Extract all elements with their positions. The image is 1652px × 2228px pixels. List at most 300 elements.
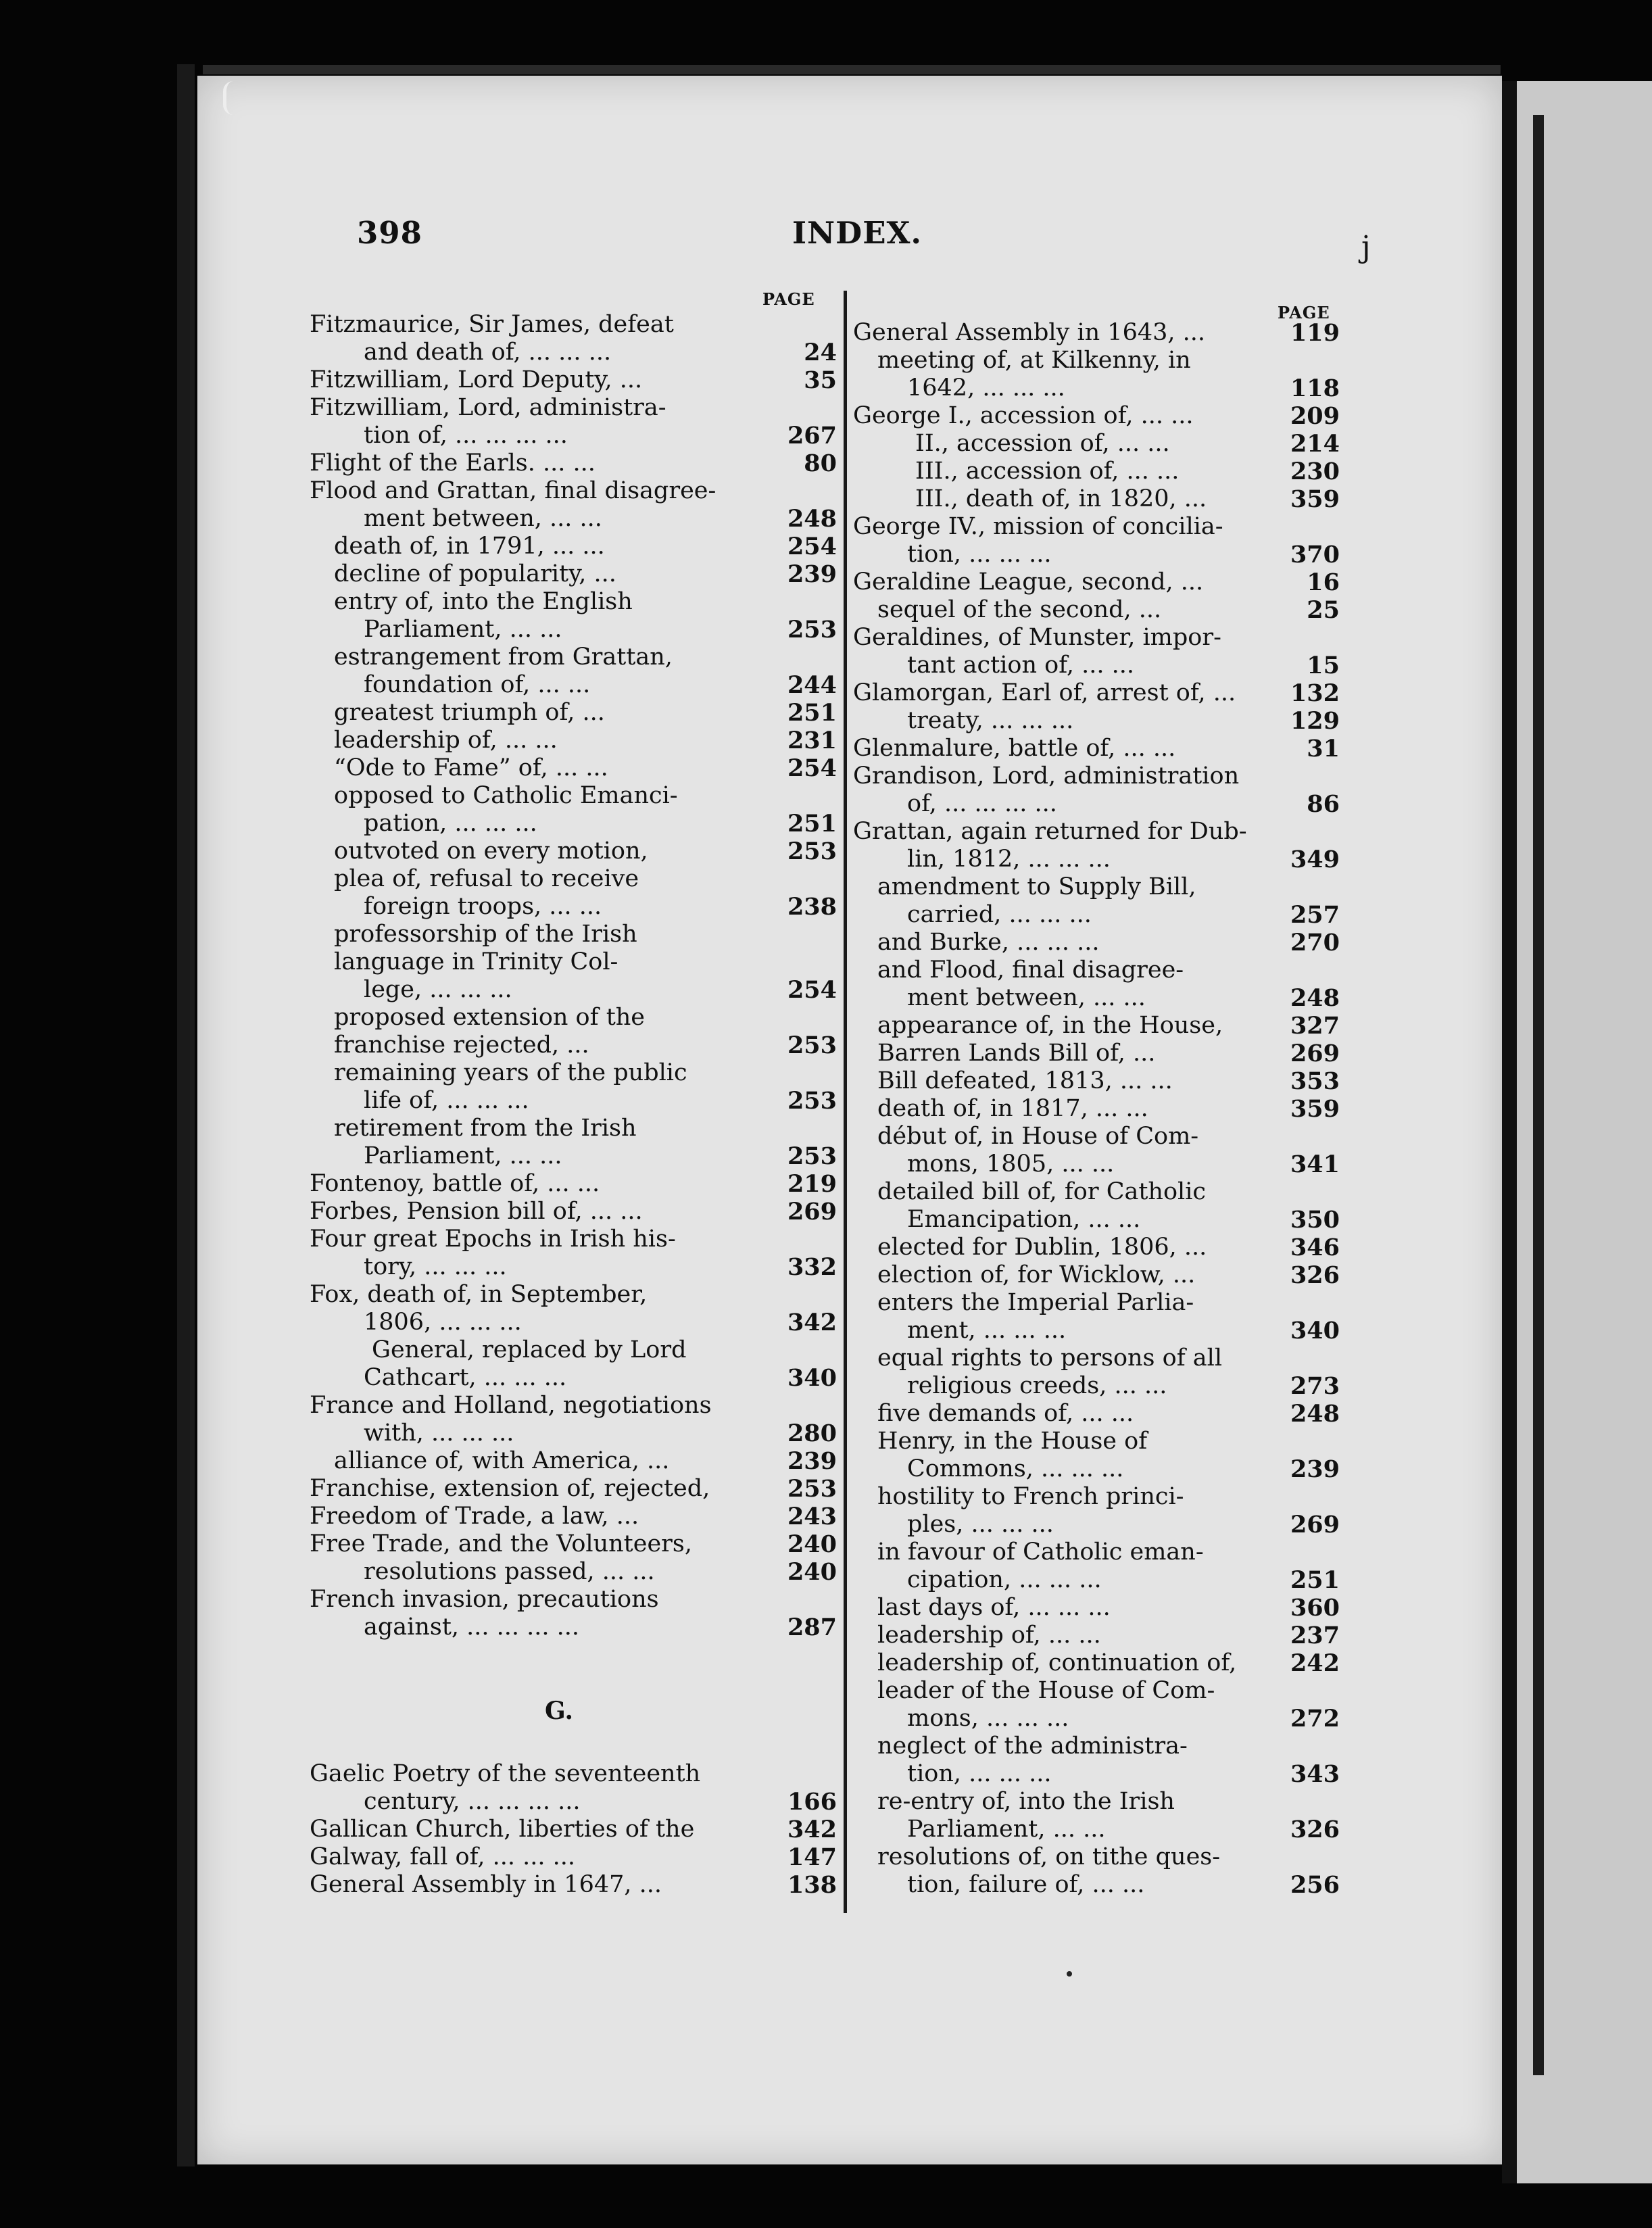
index-entry-text: foreign troops, ... ...: [364, 893, 602, 920]
index-entry: [310, 560, 837, 588]
index-entry-text: proposed extension of the: [334, 1004, 646, 1031]
index-entry: [853, 1289, 1340, 1317]
index-entry: [853, 319, 1340, 347]
index-entry-text: entry of, into the English: [334, 588, 633, 615]
index-entry: [853, 1372, 1340, 1400]
index-entry-text: religious creeds, ... ...: [907, 1372, 1167, 1399]
index-entry: [310, 1059, 837, 1087]
index-entry-text: Henry, in the House of: [877, 1428, 1148, 1455]
index-entry: [853, 1622, 1340, 1649]
index-entry: [853, 735, 1340, 762]
page-top-edge: [203, 65, 1501, 74]
index-entry: [853, 402, 1340, 430]
index-entry: [853, 1040, 1340, 1067]
column-1-page-label: PAGE: [762, 289, 815, 309]
index-entry-page: 132: [1290, 679, 1340, 707]
index-entry-text: re-entry of, into the Irish: [877, 1788, 1175, 1815]
index-entry-page: 353: [1290, 1067, 1340, 1095]
index-entry-text: Parliament, ... ...: [907, 1816, 1106, 1843]
index-entry-text: Glenmalure, battle of, ... ...: [853, 735, 1176, 762]
adjacent-page: [1502, 81, 1652, 2183]
index-entry: [853, 1539, 1340, 1566]
index-entry: [853, 846, 1340, 873]
index-entry-page: 231: [787, 727, 837, 754]
index-entry-page: 238: [787, 893, 837, 921]
index-entry-page: 340: [787, 1364, 837, 1392]
index-entry: [853, 430, 1340, 458]
index-entry-text: lege, ... ... ...: [364, 976, 512, 1003]
index-entry-page: 270: [1290, 929, 1340, 956]
index-entry: [853, 1095, 1340, 1123]
index-entry-text: amendment to Supply Bill,: [877, 873, 1196, 900]
index-entry: [853, 956, 1340, 984]
index-entry: [310, 838, 837, 865]
index-entry-text: death of, in 1791, ... ...: [334, 533, 605, 560]
index-entry: [310, 1364, 837, 1392]
index-entry: [853, 1705, 1340, 1733]
index-entry-text: Grandison, Lord, administration: [853, 762, 1240, 790]
index-entry-text: appearance of, in the House,: [877, 1012, 1223, 1039]
index-entry: [853, 1760, 1340, 1788]
index-entry-text: detailed bill of, for Catholic: [877, 1178, 1207, 1205]
index-entry-page: 237: [1290, 1622, 1340, 1649]
index-entry-page: 359: [1290, 1095, 1340, 1123]
index-entry-text: French invasion, precautions: [310, 1586, 659, 1613]
index-entry-page: 327: [1290, 1012, 1340, 1040]
index-entry-text: Fontenoy, battle of, ... ...: [310, 1170, 600, 1197]
index-entry: [310, 1586, 837, 1614]
index-entry: [310, 339, 837, 366]
index-entry-text: outvoted on every motion,: [334, 838, 648, 865]
index-entry-text: and death of, ... ... ...: [364, 339, 612, 366]
index-entry-text: enters the Imperial Parlia-: [877, 1289, 1194, 1316]
index-entry: [853, 901, 1340, 929]
index-entry: [853, 984, 1340, 1012]
index-entry: [853, 1400, 1340, 1428]
index-entry-text: of, ... ... ... ...: [907, 790, 1057, 817]
index-entry: [853, 929, 1340, 956]
index-entry: [310, 893, 837, 921]
index-entry: [310, 921, 837, 948]
index-entry: [853, 652, 1340, 679]
index-entry-text: Freedom of Trade, a law, ...: [310, 1503, 639, 1530]
index-entry: [310, 1447, 837, 1475]
index-entry: [310, 505, 837, 533]
index-entry-page: 86: [1307, 790, 1340, 818]
index-entry-text: leadership of, ... ...: [877, 1622, 1101, 1649]
index-entry: [310, 1115, 837, 1142]
index-entry-page: 253: [787, 1142, 837, 1170]
index-entry-page: 253: [787, 1087, 837, 1115]
index-entry: [310, 1142, 837, 1170]
index-entry-text: franchise rejected, ...: [334, 1032, 589, 1059]
index-entry: [310, 1226, 837, 1253]
index-entry-text: Free Trade, and the Volunteers,: [310, 1530, 692, 1557]
index-entry-text: ment between, ... ...: [907, 984, 1146, 1011]
index-entry-text: Gaelic Poetry of the seventeenth: [310, 1760, 701, 1787]
margin-mark: j: [1361, 230, 1371, 264]
index-entry: [853, 873, 1340, 901]
index-entry-text: treaty, ... ... ...: [907, 707, 1074, 734]
index-entry-text: Gallican Church, liberties of the: [310, 1816, 695, 1843]
index-entry-text: Fitzmaurice, Sir James, defeat: [310, 311, 674, 338]
index-entry-text: estrangement from Grattan,: [334, 644, 673, 671]
index-entry: [853, 1067, 1340, 1095]
index-entry-text: equal rights to persons of all: [877, 1345, 1223, 1372]
index-entry-page: 24: [804, 339, 837, 366]
index-entry: [853, 1788, 1340, 1816]
index-entry: [853, 1483, 1340, 1511]
index-entry-text: opposed to Catholic Emanci-: [334, 782, 678, 809]
index-entry: [853, 458, 1340, 485]
index-entry-text: elected for Dublin, 1806, ...: [877, 1234, 1207, 1261]
index-entry-text: mons, ... ... ...: [907, 1705, 1069, 1732]
index-entry: [310, 1843, 837, 1871]
index-entry-text: France and Holland, negotiations: [310, 1392, 712, 1419]
index-entry: [310, 1558, 837, 1586]
index-entry: [853, 374, 1340, 402]
index-entry-text: meeting of, at Kilkenny, in: [877, 347, 1191, 374]
index-entry-page: 269: [1290, 1511, 1340, 1539]
index-entry-page: 16: [1307, 568, 1340, 596]
index-column-left: [310, 311, 837, 1641]
index-entry: [853, 541, 1340, 568]
index-entry-text: Emancipation, ... ...: [907, 1206, 1141, 1233]
index-entry: [853, 513, 1340, 541]
index-entry-page: 242: [1290, 1649, 1340, 1677]
index-entry-text: début of, in House of Com-: [877, 1123, 1199, 1150]
index-entry-text: Geraldine League, second, ...: [853, 568, 1204, 596]
index-entry: [310, 1871, 837, 1899]
index-entry-text: Glamorgan, Earl of, arrest of, ...: [853, 679, 1236, 706]
index-entry: [853, 1594, 1340, 1622]
index-entry: [310, 1198, 837, 1226]
index-entry-page: 119: [1290, 319, 1340, 347]
index-entry-text: leader of the House of Com-: [877, 1677, 1215, 1704]
index-entry-text: in favour of Catholic eman-: [877, 1539, 1204, 1566]
index-entry-page: 253: [787, 1032, 837, 1059]
index-entry-page: 350: [1290, 1206, 1340, 1234]
index-column-right: [853, 319, 1340, 1899]
index-entry-text: Geraldines, of Munster, impor-: [853, 624, 1221, 651]
index-entry: [853, 1428, 1340, 1455]
index-entry: [310, 1253, 837, 1281]
index-entry-text: III., accession of, ... ...: [915, 458, 1180, 485]
index-entry-page: 251: [1290, 1566, 1340, 1594]
index-entry: [853, 1871, 1340, 1899]
index-entry-page: 370: [1290, 541, 1340, 568]
index-entry-page: 31: [1307, 735, 1340, 762]
index-entry-page: 240: [787, 1558, 837, 1586]
index-entry-page: 360: [1290, 1594, 1340, 1622]
column-2-page-label: PAGE: [1278, 303, 1330, 322]
index-entry: [853, 1151, 1340, 1178]
index-entry: [853, 1455, 1340, 1483]
index-entry-text: leadership of, ... ...: [334, 727, 558, 754]
index-entry-page: 341: [1290, 1151, 1340, 1178]
index-entry: [310, 810, 837, 838]
index-entry-text: tion, ... ... ...: [907, 541, 1052, 568]
index-entry-text: General Assembly in 1647, ...: [310, 1871, 662, 1898]
index-entry-text: with, ... ... ...: [364, 1420, 514, 1447]
index-entry-page: 272: [1290, 1705, 1340, 1733]
index-entry-text: tion, failure of, ... ...: [907, 1871, 1145, 1898]
index-entry-text: language in Trinity Col-: [334, 948, 618, 975]
index-entry: [310, 616, 837, 644]
index-entry: [853, 1511, 1340, 1539]
index-entry-page: 253: [787, 616, 837, 644]
index-entry: [853, 596, 1340, 624]
index-entry: [310, 477, 837, 505]
index-entry: [853, 1012, 1340, 1040]
index-entry: [853, 1317, 1340, 1345]
index-entry-text: life of, ... ... ...: [364, 1087, 529, 1114]
index-entry-text: II., accession of, ... ...: [915, 430, 1170, 457]
index-entry: [310, 976, 837, 1004]
index-entry-page: 251: [787, 810, 837, 838]
page-number: 398: [357, 215, 422, 251]
index-entry-text: mons, 1805, ... ...: [907, 1151, 1115, 1178]
index-entry: [310, 1816, 837, 1843]
index-entry-page: 80: [804, 450, 837, 477]
index-entry-text: Parliament, ... ...: [364, 616, 562, 643]
index-entry: [853, 1123, 1340, 1151]
index-entry-page: 254: [787, 533, 837, 560]
index-entry: [310, 671, 837, 699]
index-entry-text: leadership of, continuation of,: [877, 1649, 1237, 1676]
index-entry: [853, 1649, 1340, 1677]
column-divider: [844, 291, 847, 1913]
index-entry-page: 219: [787, 1170, 837, 1198]
index-entry-page: 248: [1290, 984, 1340, 1012]
index-entry: [310, 311, 837, 339]
index-entry: [853, 818, 1340, 846]
index-entry-text: remaining years of the public: [334, 1059, 687, 1086]
index-entry: [853, 1677, 1340, 1705]
index-entry: [310, 1336, 837, 1364]
index-entry-text: pation, ... ... ...: [364, 810, 537, 837]
index-entry-page: 248: [1290, 1400, 1340, 1428]
index-entry: [853, 679, 1340, 707]
index-entry: [310, 782, 837, 810]
index-entry-text: last days of, ... ... ...: [877, 1594, 1111, 1621]
index-entry-page: 359: [1290, 485, 1340, 513]
index-entry-text: General Assembly in 1643, ...: [853, 319, 1206, 346]
index-entry-page: 346: [1290, 1234, 1340, 1261]
index-entry-page: 256: [1290, 1871, 1340, 1899]
index-entry-text: tory, ... ... ...: [364, 1253, 507, 1280]
index-entry-text: resolutions passed, ... ...: [364, 1558, 655, 1585]
page-left-edge: [177, 64, 195, 2166]
index-entry: [310, 533, 837, 560]
index-entry-page: 332: [787, 1253, 837, 1281]
index-entry-text: Commons, ... ... ...: [907, 1455, 1124, 1482]
index-entry-page: 349: [1290, 846, 1340, 873]
index-entry: [310, 450, 837, 477]
index-entry-text: against, ... ... ... ...: [364, 1614, 580, 1641]
index-entry: [310, 1530, 837, 1558]
index-entry-text: Fox, death of, in September,: [310, 1281, 648, 1308]
index-entry: [310, 727, 837, 754]
index-entry-text: greatest triumph of, ...: [334, 699, 605, 726]
index-entry-page: 254: [787, 976, 837, 1004]
index-entry-page: 267: [787, 422, 837, 450]
index-entry-page: 280: [787, 1420, 837, 1447]
index-entry: [853, 1843, 1340, 1871]
index-entry-text: retirement from the Irish: [334, 1115, 637, 1142]
index-entry-text: Fitzwilliam, Lord, administra-: [310, 394, 666, 421]
index-entry-text: professorship of the Irish: [334, 921, 637, 948]
index-entry: [853, 624, 1340, 652]
index-entry-page: 269: [787, 1198, 837, 1226]
index-entry-page: 138: [787, 1871, 837, 1899]
index-entry: [853, 1178, 1340, 1206]
index-entry-text: III., death of, in 1820, ...: [915, 485, 1207, 512]
index-entry-page: 340: [1290, 1317, 1340, 1345]
index-entry: [310, 865, 837, 893]
index-entry: [853, 347, 1340, 374]
index-entry-text: hostility to French princi-: [877, 1483, 1184, 1510]
index-entry-text: lin, 1812, ... ... ...: [907, 846, 1111, 873]
index-entry-page: 326: [1290, 1816, 1340, 1843]
page-title: INDEX.: [792, 215, 923, 251]
index-entry-text: and Flood, final disagree-: [877, 956, 1184, 984]
index-entry-text: 1806, ... ... ...: [364, 1309, 522, 1336]
index-entry: [310, 948, 837, 976]
index-entry-page: 214: [1290, 430, 1340, 458]
index-entry-text: Flood and Grattan, final disagree-: [310, 477, 716, 504]
index-entry-page: 239: [1290, 1455, 1340, 1483]
index-entry-page: 251: [787, 699, 837, 727]
index-entry-page: 273: [1290, 1372, 1340, 1400]
index-entry-page: 240: [787, 1530, 837, 1558]
index-entry: [853, 1733, 1340, 1760]
index-entry-text: neglect of the administra-: [877, 1733, 1188, 1760]
index-entry: [310, 1309, 837, 1336]
index-entry: [853, 568, 1340, 596]
index-entry: [310, 1004, 837, 1032]
index-entry: [310, 644, 837, 671]
index-entry-page: 147: [787, 1843, 837, 1871]
index-entry: [310, 1420, 837, 1447]
index-entry-text: George IV., mission of concilia-: [853, 513, 1223, 540]
index-entry-text: resolutions of, on tithe ques-: [877, 1843, 1221, 1870]
index-entry-text: Parliament, ... ...: [364, 1142, 562, 1169]
index-entry: [310, 366, 837, 394]
index-entry-text: century, ... ... ... ...: [364, 1788, 581, 1815]
scan-corner-mark: [223, 81, 233, 115]
index-entry-page: 253: [787, 1475, 837, 1503]
index-entry-page: 230: [1290, 458, 1340, 485]
index-entry-text: and Burke, ... ... ...: [877, 929, 1100, 956]
index-entry: [310, 1032, 837, 1059]
index-entry-text: carried, ... ... ...: [907, 901, 1092, 928]
index-entry: [853, 1345, 1340, 1372]
index-entry-text: Grattan, again returned for Dub-: [853, 818, 1247, 845]
index-entry-text: 1642, ... ... ...: [907, 374, 1065, 402]
index-entry-text: ples, ... ... ...: [907, 1511, 1054, 1538]
index-entry-page: 326: [1290, 1261, 1340, 1289]
index-entry: [853, 707, 1340, 735]
print-speck: [1067, 1971, 1072, 1977]
index-entry-page: 239: [787, 560, 837, 588]
index-entry: [310, 1281, 837, 1309]
index-entry-text: alliance of, with America, ...: [334, 1447, 670, 1474]
index-column-left-g: [310, 1760, 837, 1899]
index-entry-page: 342: [787, 1816, 837, 1843]
index-entry-text: decline of popularity, ...: [334, 560, 616, 587]
index-entry-text: election of, for Wicklow, ...: [877, 1261, 1196, 1288]
index-entry-text: Four great Epochs in Irish his-: [310, 1226, 676, 1253]
index-entry: [310, 1503, 837, 1530]
index-entry: [853, 1234, 1340, 1261]
index-entry-text: five demands of, ... ...: [877, 1400, 1134, 1427]
index-entry-page: 254: [787, 754, 837, 782]
index-entry: [310, 1788, 837, 1816]
index-entry-page: 287: [787, 1614, 837, 1641]
index-entry-page: 257: [1290, 901, 1340, 929]
index-entry-page: 269: [1290, 1040, 1340, 1067]
index-entry: [310, 699, 837, 727]
index-entry-page: 129: [1290, 707, 1340, 735]
index-entry-text: plea of, refusal to receive: [334, 865, 639, 892]
index-entry-text: Fitzwilliam, Lord Deputy, ...: [310, 366, 643, 393]
index-entry: [310, 1170, 837, 1198]
index-entry-page: 342: [787, 1309, 837, 1336]
index-entry-text: Barren Lands Bill of, ...: [877, 1040, 1156, 1067]
index-entry: [310, 1392, 837, 1420]
index-entry-page: 35: [804, 366, 837, 394]
index-entry: [310, 1475, 837, 1503]
index-entry-page: 244: [787, 671, 837, 699]
index-entry: [853, 485, 1340, 513]
index-entry-page: 243: [787, 1503, 837, 1530]
index-entry-text: death of, in 1817, ... ...: [877, 1095, 1148, 1122]
index-entry-page: 253: [787, 838, 837, 865]
index-entry: [853, 1566, 1340, 1594]
index-entry: [310, 1614, 837, 1641]
index-entry: [853, 1206, 1340, 1234]
index-entry: [853, 762, 1340, 790]
index-entry-page: 25: [1307, 596, 1340, 624]
index-entry-text: tion of, ... ... ... ...: [364, 422, 568, 449]
index-entry-page: 239: [787, 1447, 837, 1475]
index-entry-text: cipation, ... ... ...: [907, 1566, 1102, 1593]
index-entry: [310, 422, 837, 450]
index-entry-text: Franchise, extension of, rejected,: [310, 1475, 710, 1502]
section-letter-g: G.: [545, 1697, 573, 1725]
index-entry-page: 15: [1307, 652, 1340, 679]
index-entry-text: tant action of, ... ...: [907, 652, 1135, 679]
index-entry-text: George I., accession of, ... ...: [853, 402, 1194, 429]
index-entry-text: “Ode to Fame” of, ... ...: [334, 754, 608, 781]
index-entry-text: ment, ... ... ...: [907, 1317, 1067, 1344]
index-entry-page: 248: [787, 505, 837, 533]
index-entry: [310, 754, 837, 782]
index-entry: [853, 790, 1340, 818]
index-entry-text: General, replaced by Lord: [372, 1336, 687, 1363]
index-entry-text: Forbes, Pension bill of, ... ...: [310, 1198, 643, 1225]
index-entry-text: Flight of the Earls. ... ...: [310, 450, 596, 477]
index-entry-page: 118: [1290, 374, 1340, 402]
index-entry-text: Galway, fall of, ... ... ...: [310, 1843, 575, 1870]
index-entry: [310, 588, 837, 616]
index-entry-page: 166: [787, 1788, 837, 1816]
index-entry-text: tion, ... ... ...: [907, 1760, 1052, 1787]
index-entry: [310, 394, 837, 422]
index-entry: [853, 1816, 1340, 1843]
index-entry-text: Bill defeated, 1813, ... ...: [877, 1067, 1173, 1094]
